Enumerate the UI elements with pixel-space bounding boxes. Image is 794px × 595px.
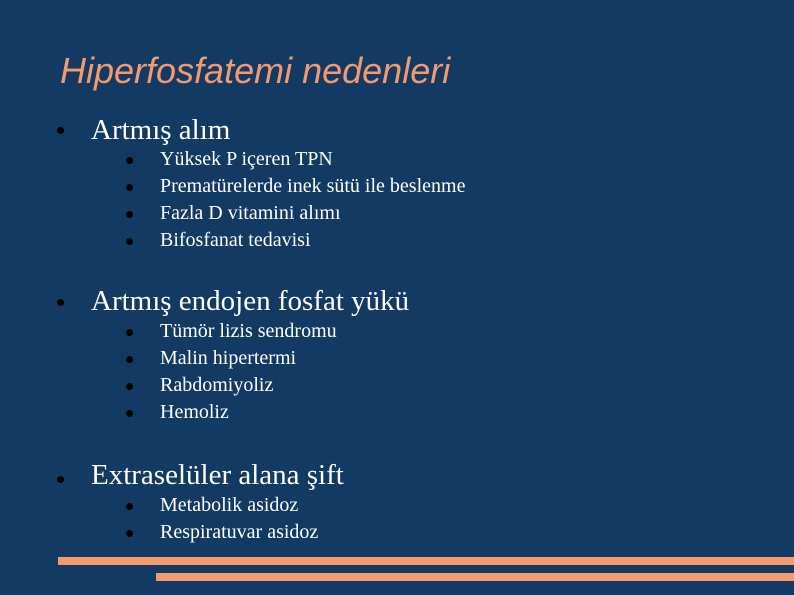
list-item: Tümör lizis sendromu: [160, 320, 337, 342]
list-item: Yüksek P içeren TPN: [160, 148, 333, 170]
bullet-icon: [57, 476, 64, 483]
list-item: Malin hipertermi: [160, 347, 297, 369]
list-item: Fazla D vitamini alımı: [160, 202, 341, 224]
bullet-icon: [126, 211, 133, 218]
section-heading-3: Extraselüler alana şift: [91, 459, 344, 491]
bullet-icon: [126, 329, 133, 336]
bullet-icon: [126, 530, 133, 537]
section-heading-1: Artmış alım: [91, 114, 231, 146]
bullet-icon: [126, 383, 133, 390]
accent-bar-bottom: [156, 573, 794, 581]
list-item: Metabolik asidoz: [160, 494, 299, 516]
accent-bar-top: [58, 557, 794, 565]
list-item: Hemoliz: [160, 401, 229, 423]
bullet-icon: [126, 157, 133, 164]
list-item: Prematürelerde inek sütü ile beslenme: [160, 175, 466, 197]
list-item: Bifosfanat tedavisi: [160, 229, 311, 251]
slide-title: Hiperfosfatemi nedenleri: [60, 50, 451, 91]
bullet-icon: [57, 299, 64, 306]
bullet-icon: [126, 238, 133, 245]
section-heading-2: Artmış endojen fosfat yükü: [91, 285, 410, 317]
bullet-icon: [57, 127, 64, 134]
bullet-icon: [126, 184, 133, 191]
bullet-icon: [126, 410, 133, 417]
bullet-icon: [126, 503, 133, 510]
bullet-icon: [126, 356, 133, 363]
list-item: Rabdomiyoliz: [160, 374, 274, 396]
list-item: Respiratuvar asidoz: [160, 521, 319, 543]
